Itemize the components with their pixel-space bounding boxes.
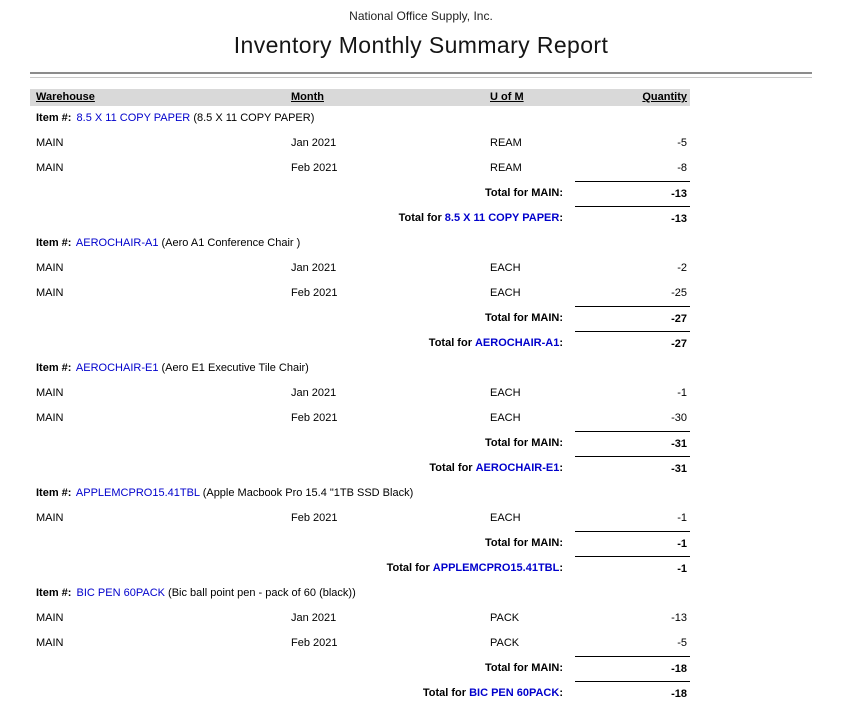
item-header [30,481,690,506]
warehouse-cell: MAIN [36,612,64,624]
warehouse-total-label: Total for MAIN: [484,662,563,674]
month-cell: Feb 2021 [291,162,338,174]
data-row [30,281,690,306]
item-header [30,356,690,381]
item-description: (8.5 X 11 COPY PAPER) [193,112,315,124]
warehouse-total-row [30,656,690,681]
warehouse-total-label: Total for MAIN: [484,437,563,449]
warehouse-cell: MAIN [36,287,64,299]
table-header-row [30,89,690,106]
warehouse-total-row [30,531,690,556]
item-group [30,481,690,581]
item-rows [30,506,690,531]
data-row [30,406,690,431]
quantity-cell: -1 [677,512,687,524]
data-row [30,156,690,181]
month-cell: Jan 2021 [291,137,337,149]
quantity-cell: -2 [677,262,687,274]
data-row [30,631,690,656]
total-for-text: Total for [422,687,467,699]
item-code-link[interactable]: 8.5 X 11 COPY PAPER [76,112,191,124]
col-header-month: Month [291,91,324,103]
item-total-quantity: -13 [575,206,690,232]
month-cell: Jan 2021 [291,262,337,274]
warehouse-total-row [30,181,690,206]
month-cell: Jan 2021 [291,387,337,399]
data-row [30,131,690,156]
warehouse-total-quantity: -18 [575,656,690,682]
warehouse-cell: MAIN [36,512,64,524]
col-header-uofm: U of M [490,91,524,103]
item-header [30,231,690,256]
data-row [30,381,690,406]
item-total-row [30,331,690,356]
item-header [30,106,690,131]
total-for-text: Total for [429,462,473,474]
item-code-link[interactable]: AEROCHAIR-E1 [75,362,159,374]
warehouse-cell: MAIN [36,162,64,174]
item-total-label [30,331,575,357]
item-rows [30,381,690,431]
item-code-link[interactable]: APPLEMCPRO15.41TBL [75,487,200,499]
total-colon: : [559,562,563,574]
item-total-label [30,556,575,582]
warehouse-total-quantity: -27 [575,306,690,332]
uofm-cell: EACH [490,412,521,424]
item-total-label [30,206,575,232]
month-cell: Feb 2021 [291,512,338,524]
month-cell: Feb 2021 [291,637,338,649]
quantity-cell: -8 [677,162,687,174]
item-total-code-link[interactable]: AEROCHAIR-E1 [475,462,560,474]
warehouse-cell: MAIN [36,412,64,424]
item-groups-container [30,106,690,706]
item-total-row [30,456,690,481]
warehouse-cell: MAIN [36,637,64,649]
quantity-cell: -13 [671,612,687,624]
warehouse-total-label: Total for MAIN: [484,187,563,199]
data-row [30,256,690,281]
data-row [30,506,690,531]
item-total-quantity: -31 [575,456,690,482]
warehouse-total-label: Total for MAIN: [484,537,563,549]
item-rows [30,131,690,181]
item-total-row [30,206,690,231]
item-description: (Apple Macbook Pro 15.4 "1TB SSD Black) [202,487,414,499]
warehouse-total-quantity: -31 [575,431,690,457]
warehouse-total-row [30,431,690,456]
item-code-link[interactable]: BIC PEN 60PACK [76,587,165,599]
item-total-code-link[interactable]: 8.5 X 11 COPY PAPER [444,212,560,224]
quantity-cell: -1 [677,387,687,399]
uofm-cell: PACK [490,612,520,624]
item-number-label: Item #: [36,487,72,499]
warehouse-total-row [30,306,690,331]
item-total-label [30,456,575,482]
month-cell: Feb 2021 [291,412,338,424]
total-colon: : [559,462,563,474]
warehouse-total-quantity: -13 [575,181,690,207]
item-header [30,581,690,606]
total-colon: : [559,687,563,699]
item-total-label [30,681,575,707]
item-group [30,231,690,356]
month-cell: Jan 2021 [291,612,337,624]
uofm-cell: REAM [490,162,522,174]
col-header-quantity: Quantity [642,91,687,103]
item-rows [30,606,690,656]
item-rows [30,256,690,306]
total-colon: : [559,337,563,349]
uofm-cell: EACH [490,262,521,274]
warehouse-cell: MAIN [36,387,64,399]
item-description: (Bic ball point pen - pack of 60 (black)) [168,587,356,599]
warehouse-cell: MAIN [36,262,64,274]
warehouse-total-label: Total for MAIN: [484,312,563,324]
quantity-cell: -25 [671,287,687,299]
uofm-cell: EACH [490,387,521,399]
uofm-cell: REAM [490,137,522,149]
item-total-row [30,556,690,581]
item-total-code-link[interactable]: APPLEMCPRO15.41TBL [432,562,560,574]
total-for-text: Total for [428,337,472,349]
uofm-cell: EACH [490,287,521,299]
data-row [30,606,690,631]
month-cell: Feb 2021 [291,287,338,299]
item-number-label: Item #: [36,112,72,124]
header-divider [30,72,812,78]
warehouse-total-quantity: -1 [575,531,690,557]
item-total-quantity: -1 [575,556,690,582]
item-group [30,581,690,706]
quantity-cell: -30 [671,412,687,424]
company-name: National Office Supply, Inc. [349,9,493,23]
report-table [30,89,690,706]
uofm-cell: PACK [490,637,520,649]
total-for-text: Total for [398,212,442,224]
item-total-row [30,681,690,706]
item-group [30,106,690,231]
item-number-label: Item #: [36,362,72,374]
report-title: Inventory Monthly Summary Report [233,32,609,58]
total-for-text: Total for [386,562,430,574]
item-description: (Aero E1 Executive Tile Chair) [161,362,309,374]
item-number-label: Item #: [36,237,72,249]
item-code-link[interactable]: AEROCHAIR-A1 [75,237,159,249]
uofm-cell: EACH [490,512,521,524]
warehouse-cell: MAIN [36,137,64,149]
item-description: (Aero A1 Conference Chair ) [161,237,301,249]
total-colon: : [559,212,563,224]
item-number-label: Item #: [36,587,72,599]
item-total-code-link[interactable]: BIC PEN 60PACK [469,687,560,699]
quantity-cell: -5 [677,637,687,649]
item-group [30,356,690,481]
item-total-code-link[interactable]: AEROCHAIR-A1 [474,337,560,349]
quantity-cell: -5 [677,137,687,149]
col-header-warehouse: Warehouse [36,91,95,103]
item-total-quantity: -27 [575,331,690,357]
item-total-quantity: -18 [575,681,690,707]
